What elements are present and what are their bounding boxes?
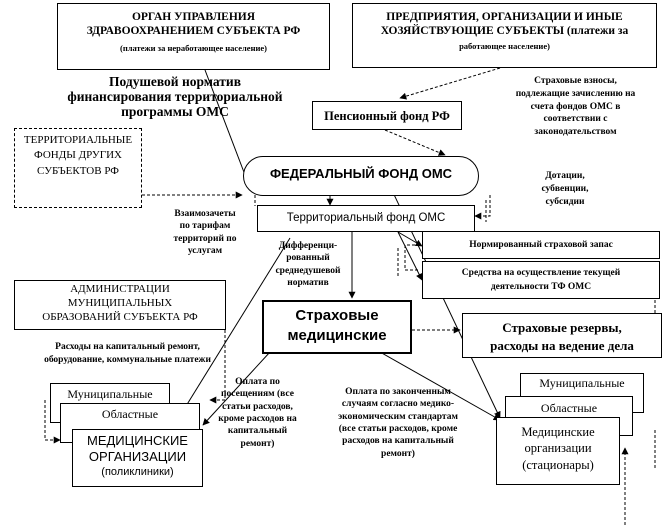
label-rashody-kapremont-line1: Расходы на капитальный ремонт, <box>55 342 200 352</box>
territorialnye-fondy-drugih-box <box>14 128 142 208</box>
strahovye-med-line1: Страховые <box>295 307 379 324</box>
predpriyatiya-box <box>352 3 657 68</box>
label-rashody-kapremont-line2: оборудование, коммунальные платежи <box>44 354 211 365</box>
edge-dotacii-to-territorial <box>475 195 490 216</box>
left-stack-oblastnye-label: Областные <box>101 407 159 421</box>
territorialny-fond-box <box>257 205 475 232</box>
right-stack-main-box <box>496 417 620 485</box>
label-vzaimozachety-line1: Взаимозачеты <box>174 209 236 219</box>
label-vzaimozachety <box>155 208 255 257</box>
label-strahovye-vznosy-line3: счета фондов ОМС в <box>530 101 621 112</box>
predpriyatiya-line1: ПРЕДПРИЯТИЯ, ОРГАНИЗАЦИИ И ИНЫЕ <box>386 11 623 23</box>
pensionny-fond-label: Пенсионный фонд РФ <box>324 109 450 123</box>
left-stack-main-box <box>72 429 203 487</box>
edge-territorialnye-vzaimozachety <box>140 195 242 208</box>
label-vzaimozachety-line3: территорий по <box>173 233 237 244</box>
territorialnye-fondy-drugih-text <box>15 133 141 179</box>
label-oplata-poseshcheniya-line2: посещениям (все <box>221 389 294 400</box>
label-oplata-sluchai-line4: (все статьи расходов, кроме <box>338 424 458 435</box>
left-stack-main-line1: МЕДИЦИНСКИЕ <box>87 433 188 448</box>
administracii-text <box>15 283 225 324</box>
right-stack-municipal-label: Муниципальные <box>539 376 625 390</box>
right-stack-main-text <box>497 424 619 473</box>
label-podushevoy <box>55 74 295 119</box>
normirovanny-zapas-box <box>422 231 660 259</box>
label-differencirovanny <box>258 240 358 289</box>
label-podushevoy-line1: Подушевой норматив <box>109 74 241 89</box>
administracii-line3: ОБРАЗОВАНИЙ СУБЪЕКТА РФ <box>42 310 198 323</box>
label-oplata-poseshcheniya-line5: капитальный <box>227 426 288 437</box>
predpriyatiya-line2: ХОЗЯЙСТВУЮЩИЕ СУБЪЕКТЫ (платежи за <box>380 25 629 37</box>
sredstva-line1: Средства на осуществление текущей <box>461 268 621 278</box>
label-dotacii-line3: субсидии <box>545 196 585 207</box>
label-oplata-poseshcheniya-line4: кроме расходов на <box>218 414 297 425</box>
label-rashody-kapremont <box>25 341 230 367</box>
strahovye-med-box <box>262 300 412 354</box>
left-stack-main-line2: ОРГАНИЗАЦИИ <box>88 449 187 465</box>
administracii-line2: МУНИЦИПАЛЬНЫХ <box>67 296 173 309</box>
organ-upravleniya-box <box>57 3 330 70</box>
strahovye-rezervy-line1: Страховые резервы, <box>502 320 622 335</box>
sredstva-text <box>423 267 659 295</box>
right-stack-main-line3: (стационары) <box>522 457 594 472</box>
label-vzaimozachety-line4: услугам <box>187 246 223 257</box>
label-oplata-sluchai-line2: случаям согласно медико- <box>341 399 455 410</box>
strahovye-rezervy-text <box>463 319 661 354</box>
strahovye-med-text <box>264 306 410 345</box>
federalny-fond-label: ФЕДЕРАЛЬНЫЙ ФОНД ОМС <box>269 166 453 181</box>
left-stack-main-text <box>73 433 202 479</box>
label-oplata-sluchai-line3: экономическим стандартам <box>338 411 458 422</box>
strahovye-rezervy-box <box>462 313 662 358</box>
label-differencirovanny-line3: среднедушевой <box>275 265 341 276</box>
right-stack-oblastnye-label: Областные <box>540 401 598 415</box>
label-podushevoy-line2: финансирования территориальной <box>67 89 283 105</box>
sredstva-line2: деятельности ТФ ОМС <box>490 281 592 292</box>
strahovye-rezervy-line2: расходы на ведение дела <box>490 337 634 353</box>
label-strahovye-vznosy-line4: соответствии с <box>543 114 608 125</box>
label-vzaimozachety-line2: по тарифам <box>179 221 231 232</box>
organ-upravleniya-line2: ЗДРАВООХРАНЕНИЕМ СУБЪЕКТА РФ <box>86 25 301 37</box>
label-oplata-poseshcheniya <box>205 376 310 450</box>
administracii-box <box>14 280 226 330</box>
administracii-line1: АДМИНИСТРАЦИИ <box>70 283 170 295</box>
label-oplata-sluchai-line6: ремонт) <box>381 448 415 459</box>
territorialny-fond-label: Территориальный фонд ОМС <box>286 212 446 224</box>
pensionny-fond-box <box>312 101 462 130</box>
label-differencirovanny-line4: норматив <box>287 278 329 289</box>
label-differencirovanny-line1: Дифференци- <box>278 241 338 251</box>
edge-predpriyatiya-to-pension <box>400 68 500 98</box>
label-podushevoy-line3: программы ОМС <box>121 104 229 120</box>
strahovye-med-line2: медицинские <box>287 326 387 344</box>
normirovanny-zapas-label: Нормированный страховой запас <box>469 240 613 250</box>
left-stack-municipal-label: Муниципальные <box>67 387 153 401</box>
label-strahovye-vznosy-line5: законодательством <box>534 127 617 138</box>
predpriyatiya-line3: работающее население) <box>459 41 550 51</box>
label-oplata-poseshcheniya-line3: статьи расходов, <box>222 401 293 412</box>
territorialnye-fondy-drugih-line2: ФОНДЫ ДРУГИХ <box>34 149 122 162</box>
label-oplata-sluchai-line5: расходов на капитальный <box>342 436 454 447</box>
label-dotacii-line2: субвенции, <box>541 183 589 194</box>
territorialnye-fondy-drugih-line1: ТЕРРИТОРИАЛЬНЫЕ <box>23 134 133 146</box>
organ-upravleniya-line1: ОРГАН УПРАВЛЕНИЯ <box>131 11 256 23</box>
label-strahovye-vznosy-line2: подлежащие зачислению на <box>515 88 636 99</box>
label-strahovye-vznosy-line1: Страховые взносы, <box>534 76 617 86</box>
territorialnye-fondy-drugih-line3: СУБЪЕКТОВ РФ <box>37 164 119 177</box>
edge-sredstva-dashed <box>405 245 420 270</box>
label-dotacii-line1: Дотации, <box>545 171 585 181</box>
right-stack-main-line1: Медицинские <box>521 425 595 439</box>
federalny-fond-box <box>243 156 479 196</box>
label-oplata-sluchai <box>318 386 478 460</box>
organ-upravleniya-note: (платежи за неработающее население) <box>120 43 267 53</box>
edge-pension-to-federal <box>385 130 445 155</box>
right-stack-main-line2: организации <box>524 441 592 456</box>
left-stack-main-line3: (поликлиники) <box>101 465 174 478</box>
label-strahovye-vznosy <box>488 75 663 139</box>
sredstva-box <box>422 261 660 299</box>
label-oplata-poseshcheniya-line1: Оплата по <box>235 377 280 387</box>
label-oplata-sluchai-line1: Оплата по законченным <box>345 387 451 397</box>
label-oplata-poseshcheniya-line6: ремонт) <box>240 438 275 449</box>
label-dotacii <box>520 170 610 208</box>
label-differencirovanny-line2: рованный <box>286 253 330 264</box>
